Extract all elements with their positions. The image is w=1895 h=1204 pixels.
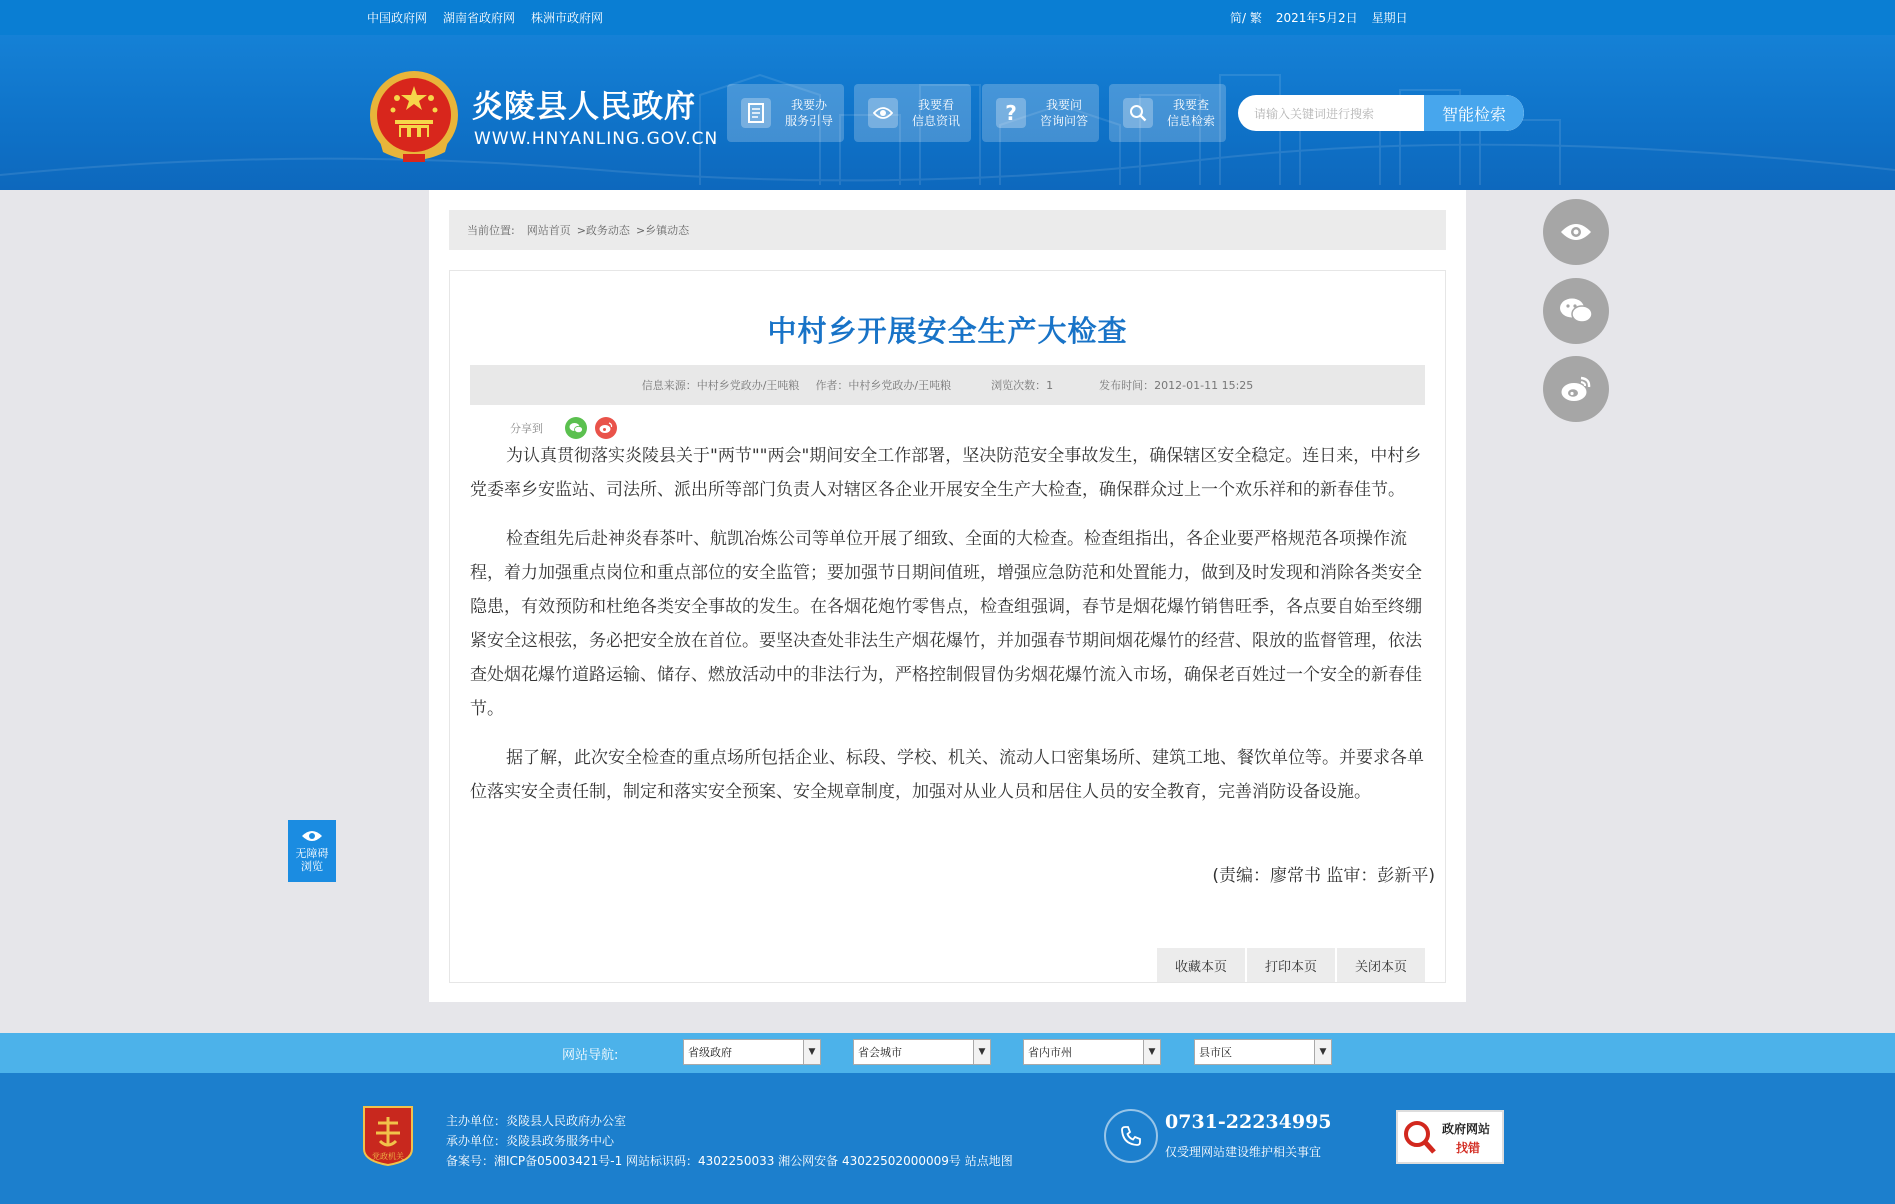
top-right-info [1230,0,1408,35]
meta-author: 作者：中村乡党政办/王吨粮 [815,379,952,392]
smart-search-button[interactable]: 智能检索 [1424,95,1524,131]
breadcrumb-label: 当前位置: [467,224,515,237]
weibo-share-icon[interactable] [595,417,617,439]
meta-published: 发布时间：2012-01-11 15:25 [1099,379,1254,392]
site-nav-label: 网站导航: [562,1047,619,1063]
breadcrumb-town-news[interactable]: >乡镇动态 [635,224,690,237]
error-badge-line1: 政府网站 [1441,1122,1491,1136]
service-title: 我要查 [1173,98,1210,112]
chevron-down-icon: ▼ [1314,1040,1331,1064]
phone-icon [1104,1109,1158,1163]
site-domain: WWW.HNYANLING.GOV.CN [474,129,719,149]
footer-info [446,1111,1013,1171]
question-icon: ? [996,98,1026,128]
error-badge-line2: 找错 [1455,1141,1481,1155]
search-input[interactable] [1252,95,1436,131]
service-search-button[interactable] [1109,84,1226,142]
search-icon [1123,98,1153,128]
footer-host: 主办单位：炎陵县人民政府办公室 [446,1114,627,1128]
document-icon [741,98,771,128]
share-bar [510,417,617,439]
support-phone-desc: 仅受理网站建设维护相关事宜 [1165,1145,1322,1159]
service-title: 我要问 [1046,98,1083,112]
print-button[interactable]: 打印本页 [1247,948,1335,982]
article-meta [470,365,1425,405]
service-ask-button[interactable] [982,84,1099,142]
breadcrumb [449,210,1446,250]
national-emblem-icon [365,68,463,168]
site-footer [0,1073,1895,1204]
current-date: 2021年5月2日 [1275,11,1358,25]
article-paragraph: 为认真贯彻落实炎陵县关于"两节""两会"期间安全工作部署，坚决防范安全事故发生，确保辖区安全稳定。连日来，中村乡党委率乡安监站、司法所、派出所等部门负责人对辖区各企业开展安全生产大检查，确保群众过上一个欢乐祥和的新春佳节。 [470,446,1422,500]
accessibility-label-2: 浏览 [301,860,323,873]
footer-record: 备案号：湘ICP备05003421号-1 网站标识码：4302250033 湘公网安备 43022502000009号 站点地图 [446,1154,1013,1168]
select-value: 省会城市 [858,1046,902,1059]
service-view-button[interactable] [854,84,971,142]
service-sub: 信息资讯 [912,114,961,128]
support-phone: 0731-22234995 [1165,1111,1332,1133]
select-value: 省级政府 [688,1046,732,1059]
accessibility-label-1: 无障碍 [295,847,329,860]
eye-icon [868,98,898,128]
chevron-down-icon: ▼ [973,1040,990,1064]
badge-text: 党政机关 [372,1152,404,1161]
service-title: 我要办 [791,98,828,112]
eye-icon [301,829,323,843]
select-province-city[interactable] [1023,1039,1161,1065]
weibo-icon [1560,375,1592,403]
article-tools [1157,948,1425,982]
breadcrumb-gov-news[interactable]: >政务动态 [576,224,630,237]
site-header [0,35,1895,190]
site-name: 炎陵县人民政府 [472,89,696,125]
float-eye-button[interactable] [1543,199,1609,265]
link-hunan-gov[interactable]: 湖南省政府网 [443,11,516,25]
current-weekday: 星期日 [1371,11,1408,25]
gov-site-error-report-button[interactable] [1396,1110,1504,1164]
meta-source: 信息来源：中村乡党政办/王吨粮 [641,379,800,392]
service-sub: 咨询问答 [1040,114,1089,128]
service-sub: 信息检索 [1167,114,1216,128]
article [449,270,1446,983]
bookmark-button[interactable]: 收藏本页 [1157,948,1245,982]
eye-icon [1559,222,1593,242]
article-paragraph: 检查组先后赴神炎春茶叶、航凯冶炼公司等单位开展了细致、全面的大检查。检查组指出，各企业要严格规范各项操作流程，着力加强重点岗位和重点部位的安全监管；要加强节日期间值班，增强应急防范和处置能力，做到及时发现和消除各类安全隐患，有效预防和杜绝各类安全事故的发生。在各烟花炮竹零售点，检查组强调，春节是烟花爆竹销售旺季，各点要自始至终绷紧安全这根弦，务必把安全放在首位。要坚决查处非法生产烟花爆竹，并加强春节期间烟花爆竹的经营、限放的监督管理，依法查处烟花爆竹道路运输、储存、燃放活动中的非法行为，严格控制假冒伪劣烟花爆竹流入市场，确保老百姓过一个安全的新春佳节。 [470,529,1422,719]
main-panel [429,190,1466,1002]
lang-switch[interactable]: 简/ 繁 [1230,11,1262,25]
editor-credit: (责编：廖常书 监审：彭新平) [1212,866,1435,886]
wechat-share-icon[interactable] [565,417,587,439]
breadcrumb-home[interactable]: 网站首页 [526,224,571,237]
float-weibo-button[interactable] [1543,356,1609,422]
footer-undertaker: 承办单位：炎陵县政务服务中心 [446,1134,615,1148]
search-box [1238,95,1524,131]
select-value: 县市区 [1199,1046,1232,1059]
float-wechat-button[interactable] [1543,278,1609,344]
share-label: 分享到 [510,422,543,435]
article-title: 中村乡开展安全生产大检查 [767,314,1128,348]
top-link-bar [0,0,1895,35]
site-navigation-bar [0,1033,1895,1073]
chevron-down-icon: ▼ [803,1040,820,1064]
service-title: 我要看 [918,98,955,112]
gov-links [367,0,603,35]
party-gov-badge[interactable] [362,1105,414,1167]
chevron-down-icon: ▼ [1143,1040,1160,1064]
party-gov-badge-icon [362,1105,414,1167]
article-paragraph: 据了解，此次安全检查的重点场所包括企业、标段、学校、机关、流动人口密集场所、建筑工地、餐饮单位等。并要求各单位落实安全责任制，制定和落实安全预案、安全规章制度，加强对从业人员和居住人员的安全教育，完善消防设备设施。 [470,748,1424,802]
accessibility-button[interactable] [288,820,336,882]
service-handle-button[interactable] [727,84,844,142]
meta-views: 浏览次数：1 [991,379,1054,392]
link-zhuzhou-gov[interactable]: 株洲市政府网 [531,11,604,25]
select-capital-city[interactable] [853,1039,991,1065]
close-page-button[interactable]: 关闭本页 [1337,948,1425,982]
service-sub: 服务引导 [785,114,834,128]
select-county[interactable] [1194,1039,1332,1065]
select-province-gov[interactable] [683,1039,821,1065]
select-value: 省内市州 [1028,1046,1072,1059]
article-body [470,439,1425,824]
wechat-icon [1559,297,1593,325]
magnifier-icon [1398,1112,1502,1162]
link-central-gov[interactable]: 中国政府网 [367,11,428,25]
